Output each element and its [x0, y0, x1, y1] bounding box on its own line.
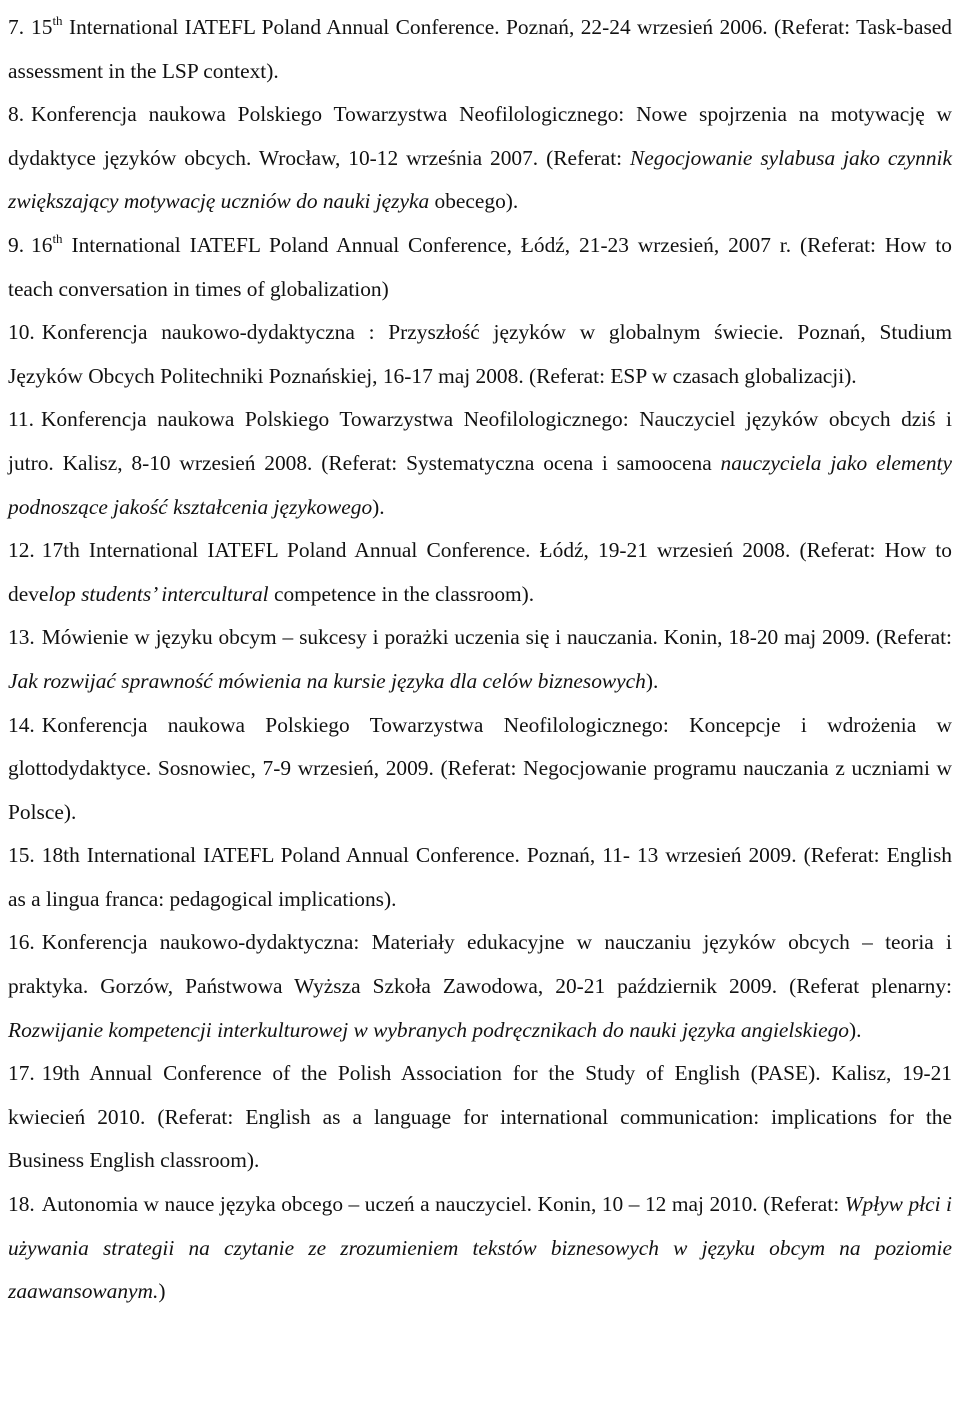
entry-text: Konferencja naukowa Polskiego Towarzystwa Neofilologicznego: Nauczyciel języków obcych dziś i jutro. Kalisz, 8-10 wrzesień 2008. (Referat: Systematyczna ocena i samoocena: [8, 407, 952, 475]
entry-italic-text: Rozwijanie kompetencji interkulturowej w wybranych podręcznikach do nauki języka angielskiego: [8, 1017, 849, 1042]
entry-number: 16.: [8, 930, 35, 955]
conference-entry: [8, 398, 952, 529]
conference-entry: [8, 311, 952, 398]
conference-entry: [8, 6, 952, 93]
entry-text: Autonomia w nauce języka obcego – uczeń a nauczyciel. Konin, 10 – 12 maj 2010. (Referat:: [41, 1192, 845, 1217]
entry-text: ).: [645, 668, 659, 693]
entry-italic-text: lop students’ intercultural: [48, 581, 269, 606]
entry-text: Konferencja naukowa Polskiego Towarzystwa Neofilologicznego: Nowe spojrzenia na motywację w dydaktyce języków obcych. Wrocław, 10-12 września 2007. (Referat:: [8, 102, 952, 170]
entry-text: 15: [31, 15, 53, 39]
entry-text: 16: [31, 232, 53, 257]
entry-number: 9.: [8, 232, 25, 257]
entry-text: International IATEFL Poland Annual Conference, Łódź, 21-23 wrzesień, 2007 r. (Referat: How to teach conversation in times of globalization): [8, 232, 952, 301]
entry-text: 18th International IATEFL Poland Annual Conference. Poznań, 11- 13 wrzesień 2009. (Referat: English as a lingua franca: pedagogical implications).: [8, 843, 952, 911]
entry-text: Konferencja naukowo-dydaktyczna: Materiały edukacyjne w nauczaniu języków obcych – teoria i praktyka. Gorzów, Państwowa Wyższa Szkoła Zawodowa, 20-21 październik 2009. (Referat plenarny:: [8, 930, 952, 999]
conference-entry: [8, 704, 952, 835]
entry-italic-text: Jak rozwijać sprawność mówienia na kursie języka dla celów biznesowych: [8, 668, 646, 693]
entry-text: 17th International IATEFL Poland Annual Conference. Łódź, 19-21 wrzesień 2008. (Referat: How to deve: [8, 538, 952, 606]
conference-entry: [8, 224, 952, 311]
ordinal-suffix: th: [52, 12, 63, 28]
entry-text: Konferencja naukowa Polskiego Towarzystwa Neofilologicznego: Koncepcje i wdrożenia w glottodydaktyce. Sosnowiec, 7-9 wrzesień, 2009. (Referat: Negocjowanie programu nauczania z uczniami w Polsce).: [8, 712, 952, 824]
conference-entry: [8, 93, 952, 224]
conference-entry: [8, 616, 952, 703]
conference-entry: [8, 529, 952, 616]
entry-number: 15.: [8, 843, 35, 868]
entry-italic-text: Wpływ płci i używania strategii na czytanie ze zrozumieniem tekstów biznesowych w języku obcym na poziomie zaawansowanym.: [8, 1192, 952, 1304]
entry-number: 17.: [8, 1061, 35, 1086]
entry-text: obecego).: [429, 189, 519, 214]
entry-number: 10.: [8, 320, 35, 345]
entry-number: 13.: [8, 625, 35, 650]
entry-text: International IATEFL Poland Annual Conference. Poznań, 22-24 wrzesień 2006. (Referat: Task-based assessment in the LSP context).: [8, 15, 952, 83]
entry-italic-text: nauczyciela jako elementy podnoszące jakość kształcenia językowego: [8, 450, 952, 519]
conference-entry: [8, 921, 952, 1052]
entry-text: Mówienie w języku obcym – sukcesy i porażki uczenia się i nauczania. Konin, 18-20 maj 2009. (Referat:: [41, 625, 952, 650]
entry-text: competence in the classroom).: [268, 581, 535, 606]
entry-text: ): [158, 1279, 166, 1304]
entry-italic-text: Negocjowanie sylabusa jako czynnik zwiększający motywację uczniów do nauki języka: [8, 145, 952, 214]
ordinal-suffix: th: [52, 230, 63, 246]
entry-text: ).: [848, 1017, 862, 1042]
entry-text: 19th Annual Conference of the Polish Association for the Study of English (PASE). Kalisz, 19-21 kwiecień 2010. (Referat: English as a language for international communication: implications for the Business English classroom).: [8, 1061, 952, 1173]
entry-text: Konferencja naukowo-dydaktyczna : Przyszłość języków w globalnym świecie. Poznań, Studium Języków Obcych Politechniki Poznańskiej, 16-17 maj 2008. (Referat: ESP w czasach globalizacji).: [8, 320, 952, 388]
entry-text: ).: [372, 494, 385, 519]
entry-number: 14.: [8, 712, 35, 737]
conference-entry: [8, 1052, 952, 1183]
entry-number: 11.: [8, 407, 34, 432]
conference-entry: [8, 834, 952, 921]
entry-number: 8.: [8, 102, 25, 127]
entry-number: 18.: [8, 1192, 35, 1217]
entry-number: 7.: [8, 15, 25, 39]
conference-entry: [8, 1183, 952, 1314]
entry-number: 12.: [8, 538, 35, 563]
